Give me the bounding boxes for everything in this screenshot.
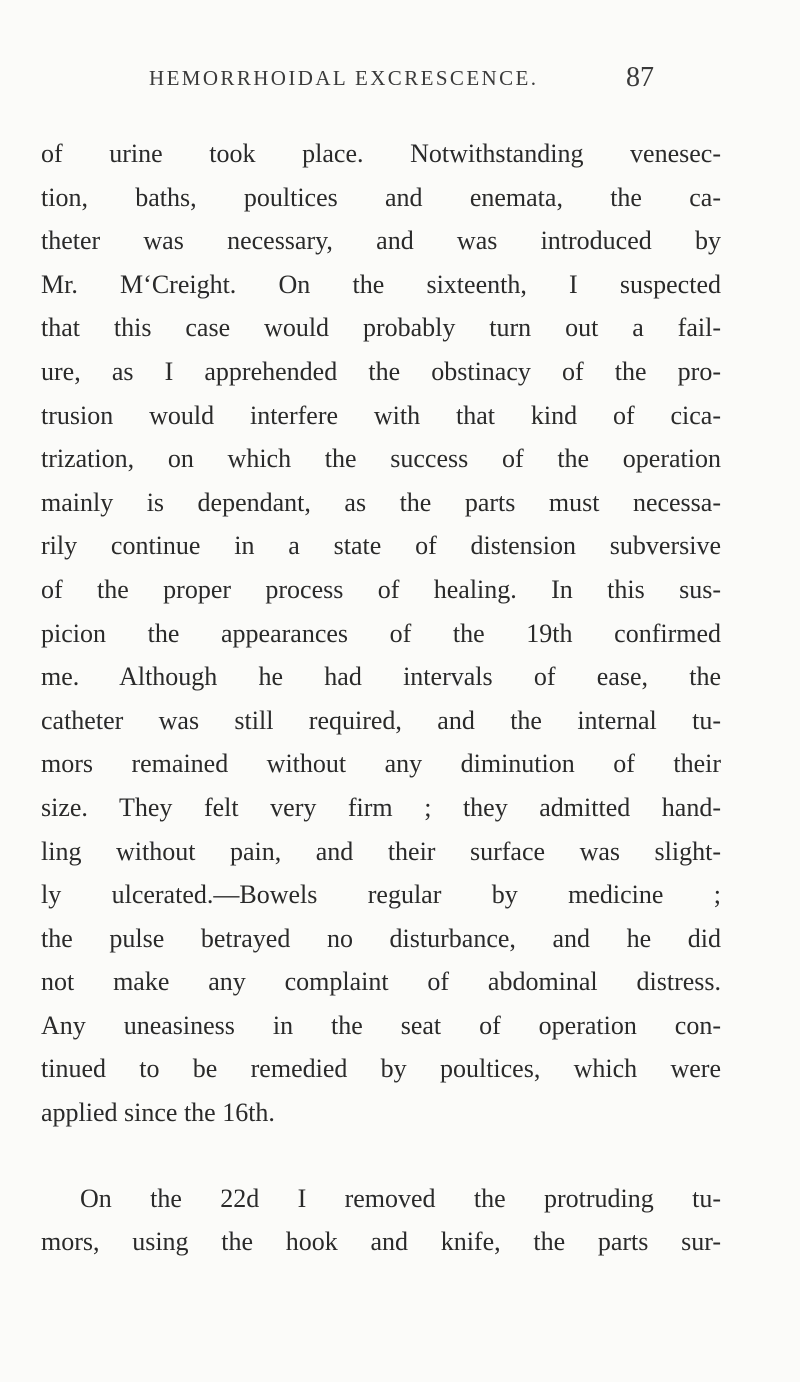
- running-title: HEMORRHOIDAL EXCRESCENCE.: [149, 66, 539, 90]
- text-line: On the 22d I removed the protruding tu-: [80, 1183, 721, 1213]
- text-line: rily continue in a state of distension subversive: [41, 531, 721, 561]
- text-line: tinued to be remedied by poultices, which were: [41, 1054, 721, 1084]
- text-line: trization, on which the success of the operation: [41, 444, 721, 474]
- text-line: that this case would probably turn out a fail-: [41, 313, 721, 343]
- text-line: mors, using the hook and knife, the parts sur-: [41, 1227, 721, 1257]
- text-line: Mr. M‘Creight. On the sixteenth, I suspected: [41, 269, 721, 299]
- text-line: trusion would interfere with that kind of cica-: [41, 400, 721, 430]
- text-line: theter was necessary, and was introduced by: [41, 226, 721, 256]
- text-line: of the proper process of healing. In this sus-: [41, 574, 721, 604]
- paragraph: [41, 132, 721, 1135]
- text-line: applied since the 16th.: [41, 1098, 275, 1128]
- page-number: 87: [626, 62, 654, 93]
- text-line: of urine took place. Notwithstanding venesec-: [41, 139, 721, 168]
- text-line: mors remained without any diminution of their: [41, 749, 721, 779]
- paragraph-gap: [41, 1135, 721, 1177]
- text-line: size. They felt very firm ; they admitted hand-: [41, 792, 721, 822]
- text-line: catheter was still required, and the internal tu-: [41, 705, 721, 735]
- text-line: ly ulcerated.—Bowels regular by medicine ;: [41, 880, 721, 910]
- text-line: picion the appearances of the 19th confirmed: [41, 618, 721, 648]
- text-line: ure, as I apprehended the obstinacy of the pro-: [41, 356, 721, 386]
- text-line: ling without pain, and their surface was slight-: [41, 836, 721, 866]
- body-text: [41, 132, 721, 1264]
- text-line: mainly is dependant, as the parts must necessa-: [41, 487, 721, 517]
- text-line: tion, baths, poultices and enemata, the ca-: [41, 182, 721, 212]
- text-line: the pulse betrayed no disturbance, and he did: [41, 923, 721, 953]
- paragraph: [41, 1177, 721, 1264]
- text-line: me. Although he had intervals of ease, the: [41, 662, 721, 692]
- text-line: not make any complaint of abdominal distress.: [41, 967, 721, 997]
- running-head: [0, 62, 800, 102]
- text-line: Any uneasiness in the seat of operation con-: [41, 1010, 721, 1040]
